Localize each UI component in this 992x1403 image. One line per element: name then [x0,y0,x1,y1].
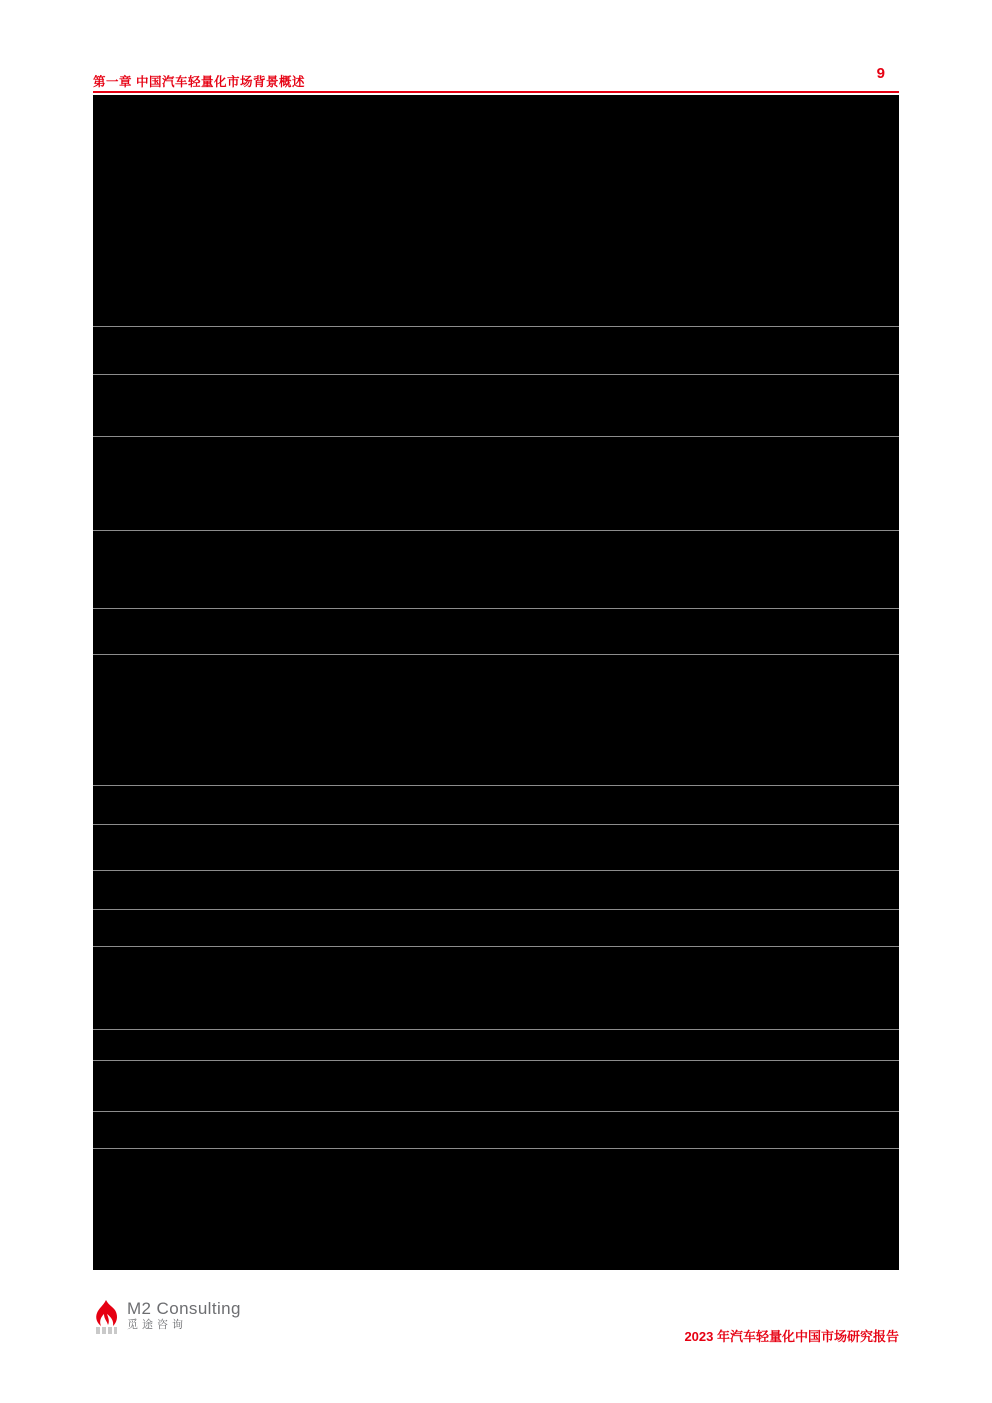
table-row [93,871,899,910]
brand-name-cn: 觅途咨询 [127,1319,187,1332]
page-header [93,65,899,96]
table-row [93,609,899,655]
page-footer [93,1300,899,1360]
brand-logo [93,1300,241,1334]
chapter-title: 第一章 中国汽车轻量化市场背景概述 [93,75,305,89]
table-row [93,437,899,531]
m2-logo-icon [93,1300,119,1334]
table-row [93,1149,899,1183]
brand-logo-text [127,1300,241,1333]
table-row [93,1061,899,1112]
table-row [93,531,899,609]
page-number: 9 [876,65,885,82]
report-title: 2023 年汽车轻量化中国市场研究报告 [684,1329,899,1344]
table-row [93,910,899,947]
table-row [93,825,899,871]
table-row [93,327,899,375]
table-row [93,375,899,437]
table-row [93,1112,899,1149]
brand-name: M2 Consulting [127,1299,241,1319]
content-redaction-block [93,95,899,1270]
table-row [93,95,899,327]
header-divider [93,91,899,93]
table-row [93,655,899,786]
table-row [93,947,899,1030]
table-row [93,786,899,825]
table-row [93,1030,899,1061]
